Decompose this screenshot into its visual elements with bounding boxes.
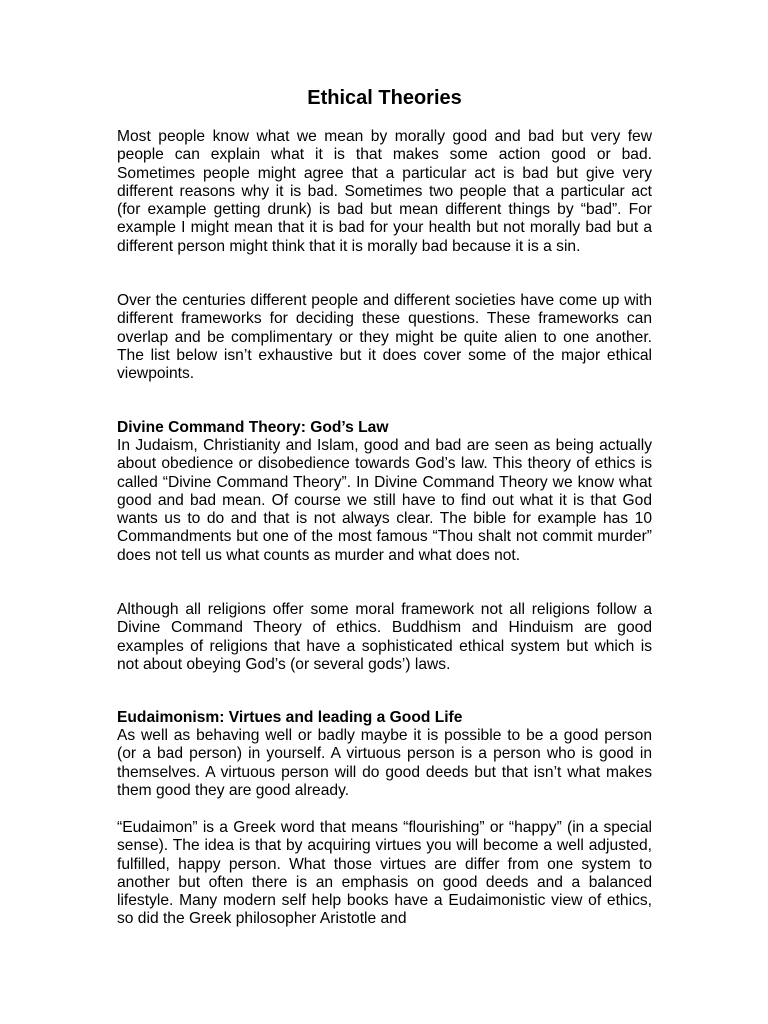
virtue-paragraph: As well as behaving well or badly maybe it is possible to be a good person (or a bad person) in yourself. A virtuous person is a person who is good in themselves. A virtuous person will do good deeds but that isn’t what makes them good they are good already.	[117, 727, 652, 799]
frameworks-paragraph: Over the centuries different people and different societies have come up with different frameworks for deciding these questions. These frameworks can overlap and be complimentary or they might be quite alien to one another. The list below isn’t exhaustive but it does cover some of the major ethical viewpoints.	[117, 292, 652, 383]
section-heading-eudaimonism: Eudaimonism: Virtues and leading a Good Life	[117, 709, 463, 726]
page-title: Ethical Theories	[307, 87, 462, 109]
section-heading-divine-command: Divine Command Theory: God’s Law	[117, 419, 389, 436]
divine-command-paragraph: In Judaism, Christianity and Islam, good and bad are seen as being actually about obedience or disobedience towards God’s law. This theory of ethics is called “Divine Command Theory”. In Divine Command Theory we know what good and bad mean. Of course we still have to find out what it is that God wants us to do and that is not always clear. The bible for example has 10 Commandments but one of the most famous “Thou shalt not commit murder” does not tell us what counts as murder and what does not.	[117, 437, 652, 564]
religions-paragraph: Although all religions offer some moral framework not all religions follow a Divine Command Theory of ethics. Buddhism and Hinduism are good examples of religions that have a sophisticated ethical system but which is not about obeying God’s (or several gods’) laws.	[117, 601, 652, 673]
eudaimon-paragraph: “Eudaimon” is a Greek word that means “flourishing” or “happy” (in a special sense). The idea is that by acquiring virtues you will become a well adjusted, fulfilled, happy person. What those virtues are differ from one system to another but often there is an emphasis on good deeds and a balanced lifestyle. Many modern self help books have a Eudaimonistic view of ethics, so did the Greek philosopher Aristotle and	[117, 819, 652, 928]
intro-paragraph: Most people know what we mean by morally good and bad but very few people can explain what it is that makes some action good or bad. Sometimes people might agree that a particular act is bad but give very different reasons why it is bad. Sometimes two people that a particular act (for example getting drunk) is bad but mean different things by “bad”. For example I might mean that it is bad for your health but not morally bad but a different person might think that it is morally bad because it is a sin.	[117, 128, 652, 255]
